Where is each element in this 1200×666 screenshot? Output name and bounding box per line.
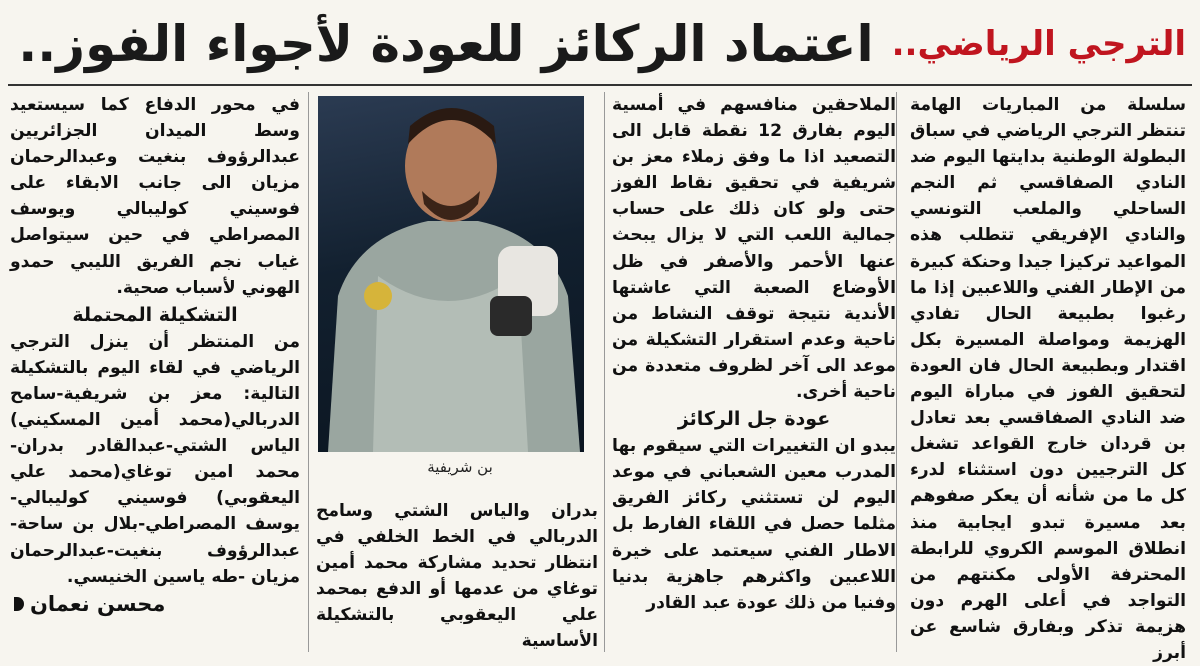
column-divider (308, 92, 309, 652)
column-4-subheading: التشكيلة المحتملة (72, 303, 238, 326)
byline-bullet-icon (14, 597, 24, 611)
column-4-text-b: من المنتظر أن ينزل الترجي الرياضي في لقاء اليوم بالتشكيلة التالية: معز بن شريفية-سامح الدربالي(محمد أمين المسكيني) الياس الشتي-عبدالقادر بدران-محمد امين توغاي(محمد علي اليعقوبي) فوسيني كوليبالي-يوسف المصراطي-بلال بن ساحة-عبدالرؤوف بنغيت-عبدالرحمان مزيان -طه ياسين الخنيسي. (10, 331, 300, 587)
goalkeeper-photo (318, 96, 584, 452)
column-divider (896, 92, 897, 652)
goalkeeper-illustration (318, 96, 584, 452)
byline-author: محسن نعمان (30, 592, 166, 616)
column-2-text: الملاحقين منافسهم في أمسية اليوم بفارق 12 نقطة قابل الى التصعيد اذا ما وفق زملاء معز بن شريفية في تحقيق نقاط الفوز حتى ولو كان ذلك على حساب جمالية اللعب التي لا يزال يبحث عنها الأحمر والأصفر في ظل الأوضاع الصعبة التي عاشتها الأندية نتيجة توقف النشاط من ناحية وعدم استقرار التشكيلة من موعد الى آخر لظروف متعددة من ناحية أخرى. (612, 95, 896, 403)
column-3-text: بدران والياس الشتي وسامح الدربالي في الخط الخلفي في انتظار تحديد مشاركة محمد أمين توغاي من عدمها أو الدفع بمحمد علي اليعقوبي بالتشكيلة الأساسية (316, 501, 598, 652)
column-1-text: سلسلة من المباريات الهامة تنتظر الترجي الرياضي في سباق البطولة الوطنية بدايتها اليوم ضد النادي الصفاقسي ثم النجم الساحلي والملعب التونسي والنادي الإفريقي تتطلب هذه المواعيد تركيزا جيدا وحنكة كبيرة من الإطار الفني واللاعبين إذا ما رغبوا بطبيعة الحال تفادي الهزيمة ومواصلة المسيرة بكل اقتدار وبطبيعة الحال فان العودة لتحقيق الفوز في مباراة اليوم ضد النادي الصفاقسي بعد تعادل بن قردان خارج القواعد تشغل كل الترجيين دون استثناء لدرء كل ما من شأنه أن يعكر صفوهم بعد مسيرة تبدو ايجابية منذ انطلاق الموسم الكروي للرابطة المحترفة الأولى مكنتهم من التواجد في أعلى الهرم دون هزيمة تذكر وبفارق شاسع عن أبرز (909, 95, 1186, 663)
headline-title: اعتماد الركائز للعودة لأجواء الفوز.. (18, 15, 874, 73)
column-1 (910, 92, 1186, 666)
column-2 (612, 92, 896, 616)
column-3 (316, 498, 598, 655)
column-2-text-b: يبدو ان التغييرات التي سيقوم بها المدرب معين الشعباني في موعد اليوم لن تستثني ركائز الفريق مثلما حصل في اللقاء الفارط بل الاطار الفني سيعتمد على خيرة اللاعبين واكثرهم جاهزية بدنيا وفنيا من ذلك عودة عبد القادر (612, 436, 896, 613)
headline (18, 8, 1186, 80)
column-2-subheading: عودة جل الركائز (677, 408, 831, 431)
byline (14, 592, 294, 616)
headline-rule (8, 84, 1192, 86)
headline-kicker: الترجي الرياضي.. (891, 24, 1186, 64)
column-divider (604, 92, 605, 652)
photo-caption: بن شريفية (427, 458, 493, 476)
column-4-text: في محور الدفاع كما سيستعيد وسط الميدان الجزائريين عبدالرؤوف بنغيت وعبدالرحمان مزيان الى جانب الابقاء على فوسيني كوليبالي ويوسف المصراطي في حين سيتواصل غياب نجم الفريق الليبي حمدو الهوني لأسباب صحية. (10, 95, 300, 298)
column-4 (10, 92, 300, 590)
